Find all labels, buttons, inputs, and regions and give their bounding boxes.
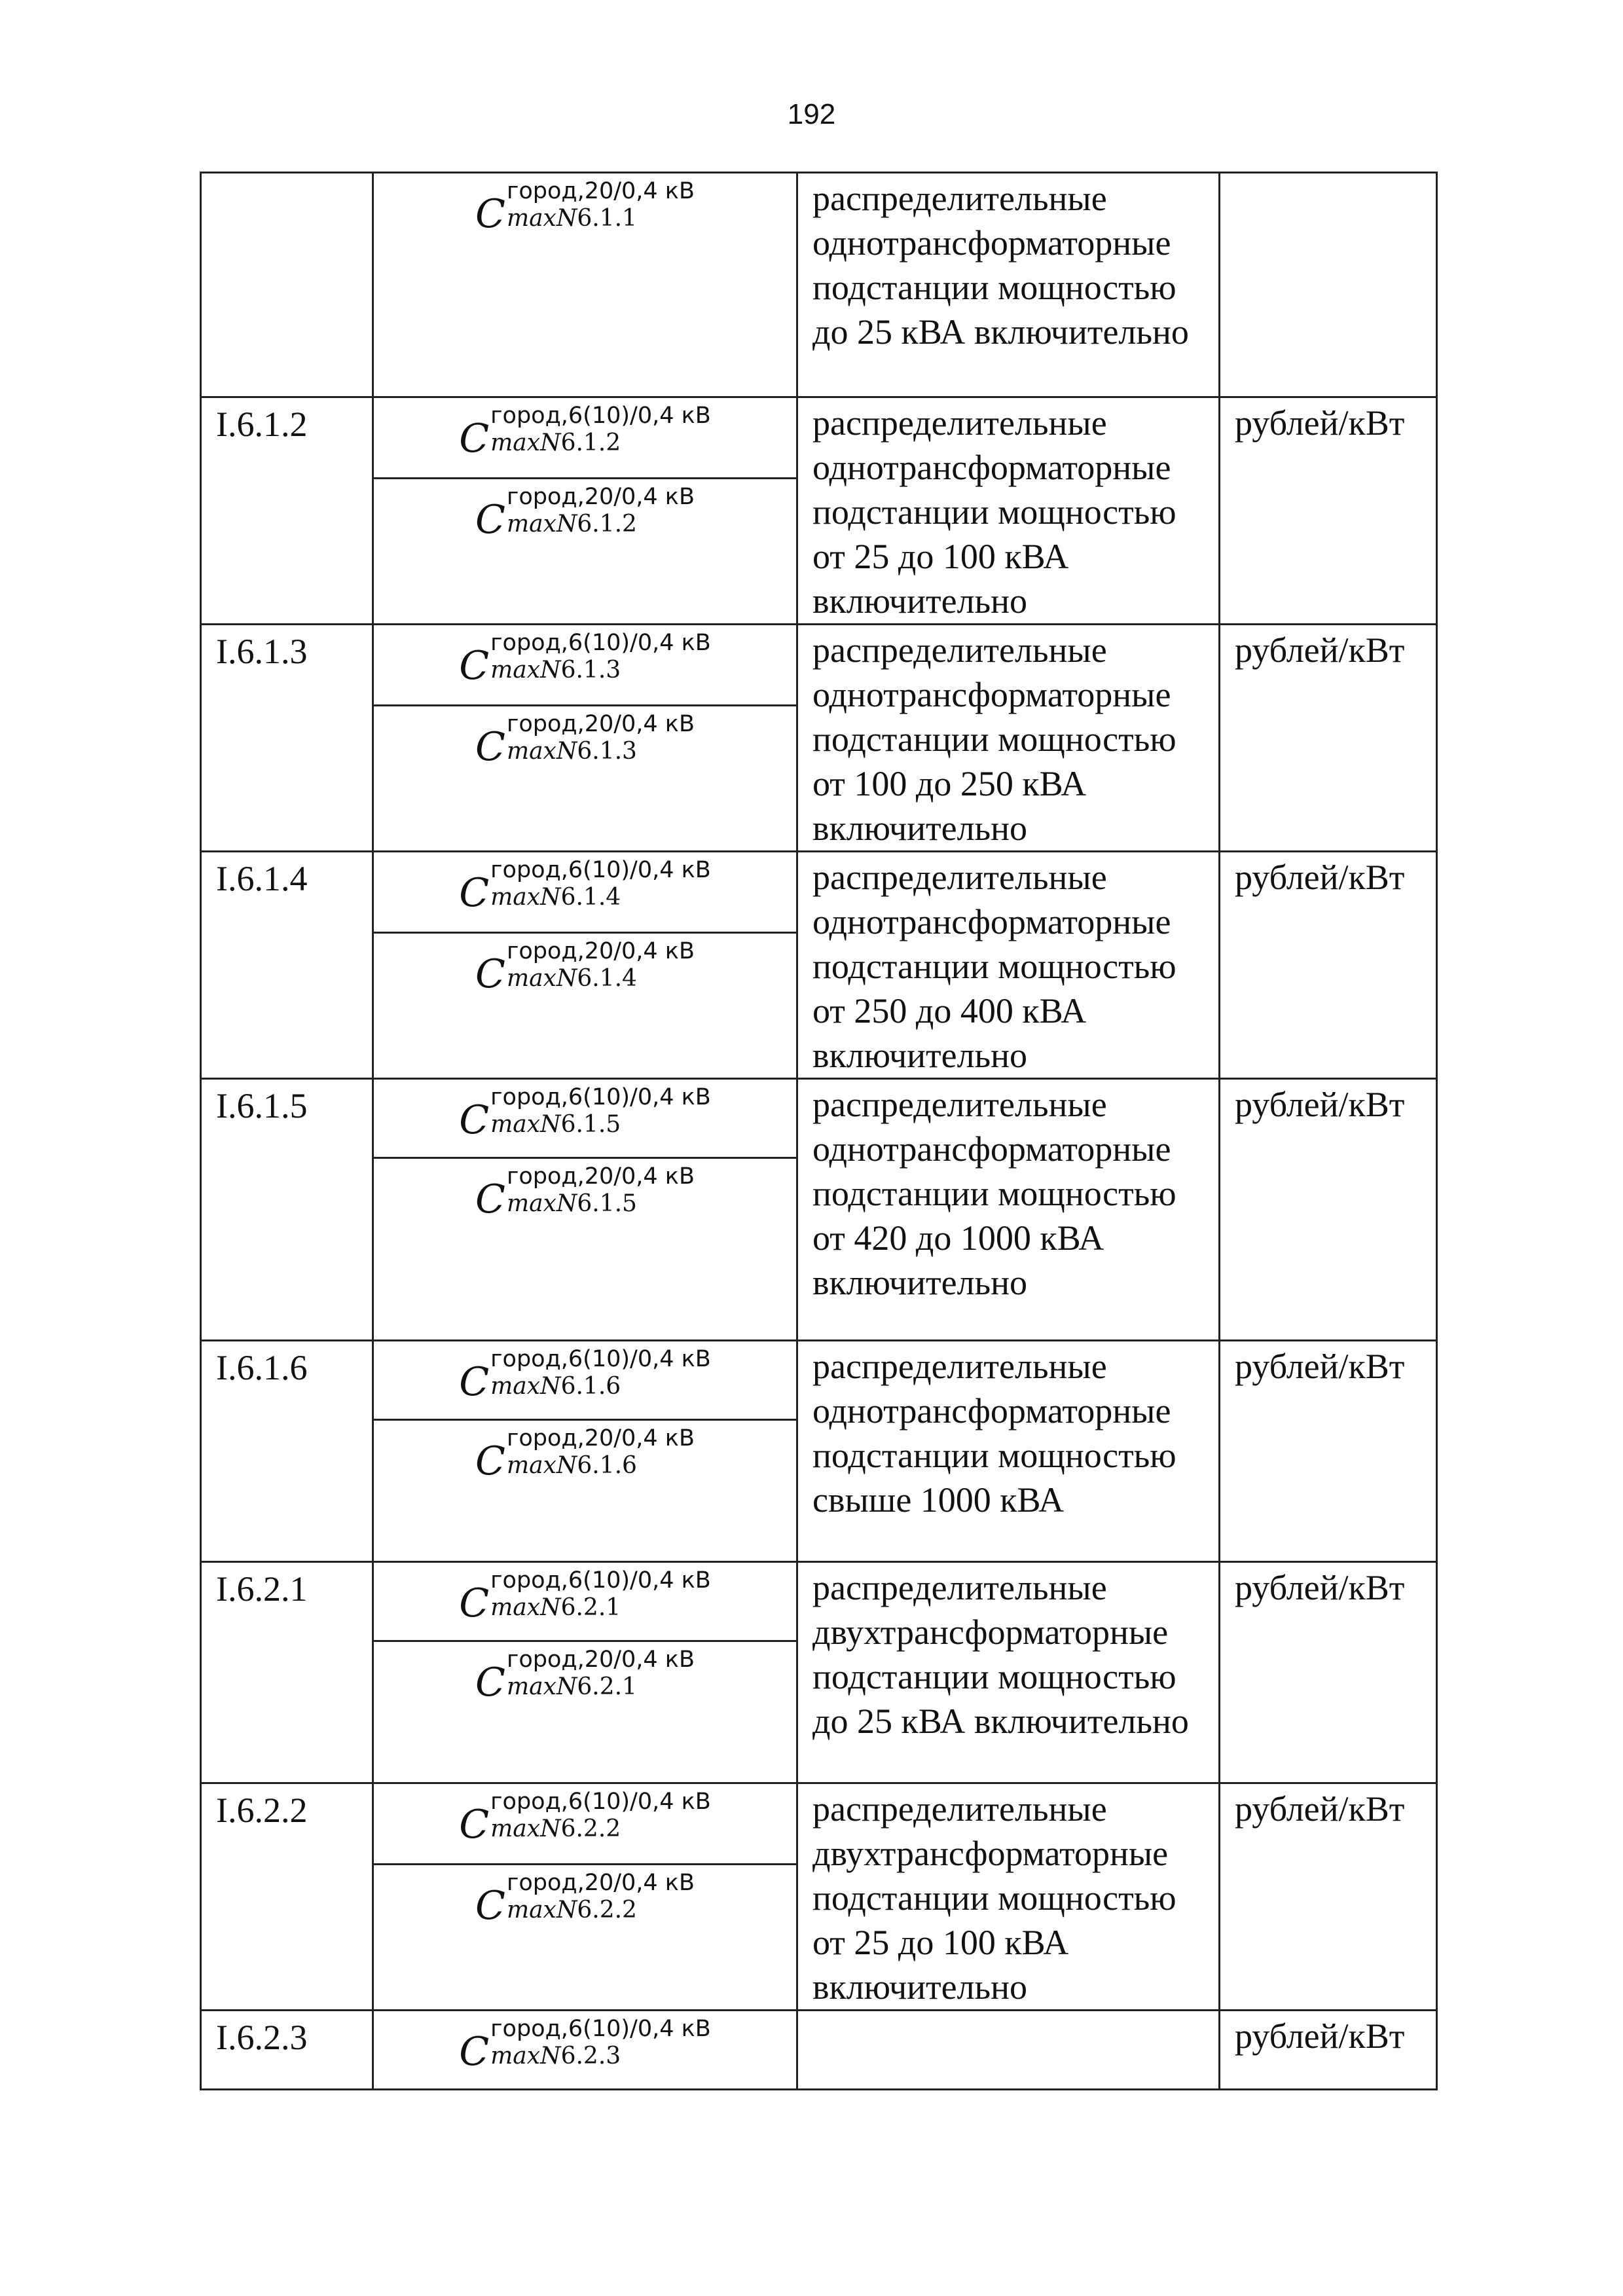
unit-cell: рублей/кВт bbox=[1220, 1341, 1437, 1562]
symbol-subscript-prefix: maxN bbox=[506, 1673, 577, 1700]
symbol-subscript-prefix: maxN bbox=[490, 2043, 561, 2069]
tariff-symbol bbox=[459, 1784, 711, 1848]
tariff-symbol bbox=[459, 1341, 711, 1405]
symbol-superscript: город,6(10)/0,4 кВ bbox=[490, 1346, 711, 1372]
symbol-base: C bbox=[459, 2029, 490, 2075]
tariff-symbol bbox=[459, 852, 711, 916]
tariff-symbol bbox=[475, 934, 695, 998]
table-row bbox=[201, 397, 1437, 479]
description-cell: распределительные однотрансформаторные подстанции мощностью от 25 до 100 кВА включительно bbox=[797, 397, 1220, 625]
symbol-subscript-number: 6.1.3 bbox=[577, 738, 637, 765]
symbol-subscript-number: 6.2.1 bbox=[577, 1673, 637, 1700]
symbol-cell bbox=[373, 1158, 797, 1341]
symbol-superscript: город,20/0,4 кВ bbox=[506, 711, 695, 738]
tariff-symbol bbox=[475, 706, 695, 771]
table-row bbox=[201, 852, 1437, 933]
table-row bbox=[201, 1562, 1437, 1641]
tariff-symbol bbox=[459, 2011, 711, 2075]
symbol-cell bbox=[373, 1341, 797, 1420]
symbol-base: C bbox=[475, 1660, 505, 1705]
description-cell: распределительные двухтрансформаторные подстанции мощностью от 25 до 100 кВА включительно bbox=[797, 1783, 1220, 2011]
symbol-subscript-number: 6.1.6 bbox=[577, 1452, 637, 1479]
unit-cell: рублей/кВт bbox=[1220, 1562, 1437, 1783]
symbol-subscript-prefix: maxN bbox=[490, 1111, 561, 1138]
symbol-superscript: город,20/0,4 кВ bbox=[506, 938, 695, 965]
symbol-base: C bbox=[475, 724, 505, 771]
table-row bbox=[201, 173, 1437, 397]
symbol-subscript-prefix: maxN bbox=[490, 429, 561, 456]
table-row bbox=[201, 1783, 1437, 1865]
symbol-superscript: город,6(10)/0,4 кВ bbox=[490, 2016, 711, 2042]
description-cell bbox=[797, 2011, 1220, 2090]
symbol-subscript-prefix: maxN bbox=[490, 884, 561, 911]
symbol-cell bbox=[373, 1420, 797, 1562]
symbol-subscript-number: 6.1.4 bbox=[577, 965, 637, 993]
tariff-table bbox=[200, 172, 1438, 2090]
tariff-symbol bbox=[475, 1642, 695, 1705]
tariff-symbol bbox=[459, 1080, 711, 1143]
symbol-cell bbox=[373, 1079, 797, 1158]
symbol-cell bbox=[373, 1641, 797, 1783]
tariff-symbol bbox=[475, 1159, 695, 1222]
unit-cell: рублей/кВт bbox=[1220, 1783, 1437, 2011]
symbol-base: C bbox=[459, 1359, 490, 1405]
symbol-cell bbox=[373, 1865, 797, 2011]
symbol-base: C bbox=[459, 643, 490, 689]
code-cell: I.6.2.1 bbox=[201, 1562, 373, 1783]
table-row bbox=[201, 1341, 1437, 1420]
symbol-superscript: город,6(10)/0,4 кВ bbox=[490, 1567, 711, 1594]
symbol-subscript-number: 6.2.3 bbox=[560, 2043, 621, 2069]
symbol-superscript: город,6(10)/0,4 кВ bbox=[490, 1084, 711, 1110]
code-cell bbox=[201, 173, 373, 397]
symbol-subscript-number: 6.1.4 bbox=[560, 884, 621, 911]
symbol-subscript-prefix: maxN bbox=[506, 1190, 577, 1217]
page-number: 192 bbox=[787, 98, 836, 130]
symbol-subscript-prefix: maxN bbox=[506, 511, 577, 538]
symbol-base: C bbox=[475, 951, 505, 998]
symbol-subscript-number: 6.1.6 bbox=[560, 1373, 621, 1400]
symbol-superscript: город,20/0,4 кВ bbox=[506, 178, 695, 204]
symbol-base: C bbox=[459, 1097, 490, 1143]
symbol-subscript-prefix: maxN bbox=[506, 1452, 577, 1479]
code-cell: I.6.2.3 bbox=[201, 2011, 373, 2090]
symbol-subscript-number: 6.1.5 bbox=[560, 1111, 621, 1138]
symbol-cell bbox=[373, 706, 797, 852]
symbol-superscript: город,6(10)/0,4 кВ bbox=[490, 857, 711, 883]
code-cell: I.6.1.4 bbox=[201, 852, 373, 1079]
symbol-superscript: город,6(10)/0,4 кВ bbox=[490, 630, 711, 656]
symbol-base: C bbox=[475, 1176, 505, 1222]
tariff-symbol bbox=[475, 1421, 695, 1484]
code-cell: I.6.1.5 bbox=[201, 1079, 373, 1341]
symbol-superscript: город,6(10)/0,4 кВ bbox=[490, 403, 711, 429]
code-cell: I.6.2.2 bbox=[201, 1783, 373, 2011]
unit-cell: рублей/кВт bbox=[1220, 2011, 1437, 2090]
symbol-subscript-number: 6.2.2 bbox=[560, 1815, 621, 1842]
symbol-cell bbox=[373, 1562, 797, 1641]
tariff-table-body bbox=[201, 173, 1437, 2090]
tariff-symbol bbox=[475, 479, 695, 543]
code-cell: I.6.1.2 bbox=[201, 397, 373, 625]
symbol-subscript-number: 6.1.2 bbox=[560, 429, 621, 456]
symbol-cell bbox=[373, 2011, 797, 2090]
unit-cell: рублей/кВт bbox=[1220, 1079, 1437, 1341]
symbol-subscript-prefix: maxN bbox=[490, 1373, 561, 1400]
table-row bbox=[201, 2011, 1437, 2090]
unit-cell: рублей/кВт bbox=[1220, 397, 1437, 625]
symbol-base: C bbox=[475, 1883, 505, 1929]
symbol-cell bbox=[373, 173, 797, 397]
symbol-cell bbox=[373, 852, 797, 933]
unit-cell: рублей/кВт bbox=[1220, 852, 1437, 1079]
unit-cell bbox=[1220, 173, 1437, 397]
symbol-subscript-number: 6.1.5 bbox=[577, 1190, 637, 1217]
symbol-cell bbox=[373, 1783, 797, 1865]
symbol-subscript-number: 6.1.1 bbox=[577, 205, 637, 232]
symbol-subscript-prefix: maxN bbox=[490, 1594, 561, 1621]
table-row bbox=[201, 625, 1437, 706]
symbol-subscript-number: 6.2.2 bbox=[577, 1897, 637, 1924]
tariff-symbol bbox=[459, 398, 711, 462]
symbol-subscript-prefix: maxN bbox=[490, 1815, 561, 1842]
symbol-superscript: город,6(10)/0,4 кВ bbox=[490, 1789, 711, 1815]
description-cell: распределительные двухтрансформаторные подстанции мощностью до 25 кВА включительно bbox=[797, 1562, 1220, 1783]
description-cell: распределительные однотрансформаторные подстанции мощностью свыше 1000 кВА bbox=[797, 1341, 1220, 1562]
code-cell: I.6.1.3 bbox=[201, 625, 373, 852]
symbol-cell bbox=[373, 625, 797, 706]
symbol-base: C bbox=[459, 1802, 490, 1848]
symbol-superscript: город,20/0,4 кВ bbox=[506, 484, 695, 511]
symbol-base: C bbox=[475, 1438, 505, 1484]
symbol-subscript-number: 6.1.2 bbox=[577, 511, 637, 538]
tariff-symbol bbox=[459, 625, 711, 689]
description-cell: распределительные однотрансформаторные подстанции мощностью до 25 кВА включительно bbox=[797, 173, 1220, 397]
table-row bbox=[201, 1079, 1437, 1158]
symbol-subscript-prefix: maxN bbox=[506, 738, 577, 765]
symbol-subscript-prefix: maxN bbox=[506, 205, 577, 232]
symbol-superscript: город,20/0,4 кВ bbox=[506, 1647, 695, 1673]
symbol-cell bbox=[373, 933, 797, 1079]
symbol-base: C bbox=[459, 416, 490, 462]
description-cell: распределительные однотрансформаторные подстанции мощностью от 250 до 400 кВА включительно bbox=[797, 852, 1220, 1079]
tariff-symbol bbox=[459, 1563, 711, 1626]
tariff-symbol bbox=[475, 1865, 695, 1929]
symbol-base: C bbox=[475, 497, 505, 543]
symbol-subscript-number: 6.2.1 bbox=[560, 1594, 621, 1621]
symbol-subscript-prefix: maxN bbox=[506, 1897, 577, 1924]
symbol-cell bbox=[373, 397, 797, 479]
unit-cell: рублей/кВт bbox=[1220, 625, 1437, 852]
symbol-superscript: город,20/0,4 кВ bbox=[506, 1870, 695, 1897]
code-cell: I.6.1.6 bbox=[201, 1341, 373, 1562]
symbol-superscript: город,20/0,4 кВ bbox=[506, 1163, 695, 1190]
symbol-base: C bbox=[475, 191, 505, 237]
description-cell: распределительные однотрансформаторные подстанции мощностью от 100 до 250 кВА включительно bbox=[797, 625, 1220, 852]
symbol-subscript-prefix: maxN bbox=[490, 657, 561, 683]
description-cell: распределительные однотрансформаторные подстанции мощностью от 420 до 1000 кВА включительно bbox=[797, 1079, 1220, 1341]
symbol-superscript: город,20/0,4 кВ bbox=[506, 1425, 695, 1451]
symbol-subscript-number: 6.1.3 bbox=[560, 657, 621, 683]
tariff-symbol bbox=[475, 173, 695, 237]
symbol-base: C bbox=[459, 1580, 490, 1626]
symbol-subscript-prefix: maxN bbox=[506, 965, 577, 993]
symbol-base: C bbox=[459, 870, 490, 916]
symbol-cell bbox=[373, 479, 797, 625]
